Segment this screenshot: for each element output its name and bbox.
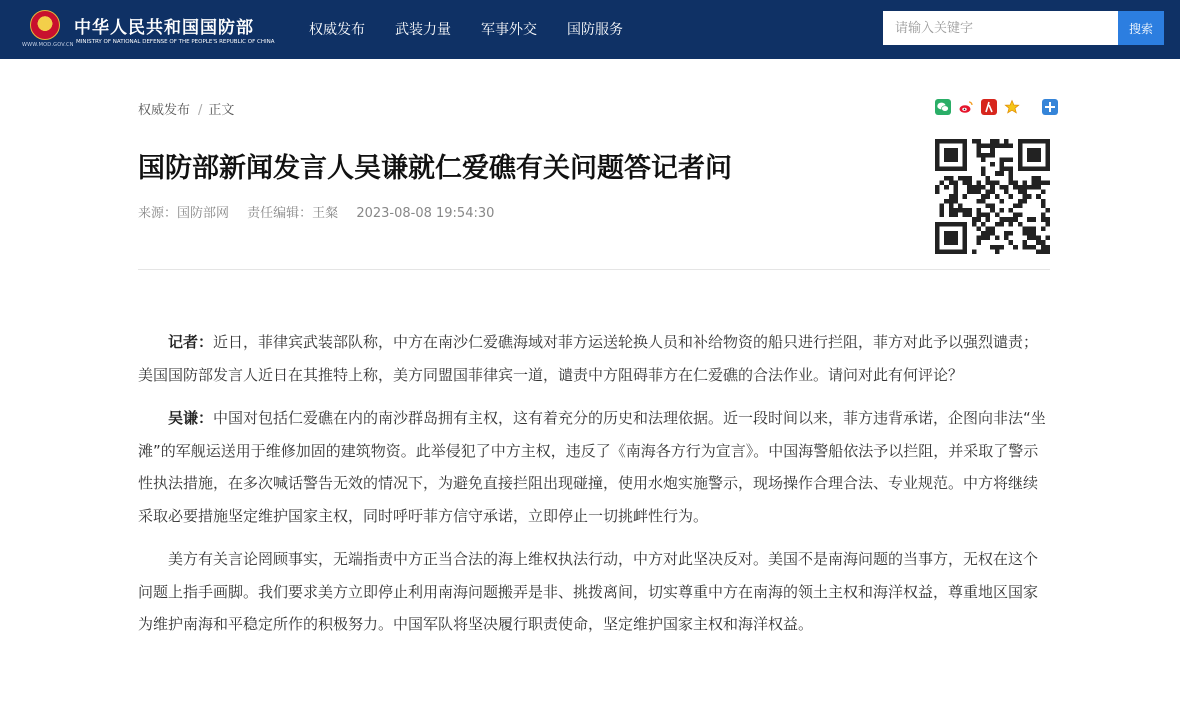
top-header [0,0,1180,59]
more-share-icon[interactable] [1042,99,1058,115]
article-source: 来源：国防部网 [138,206,230,221]
search-button[interactable]: 搜索 [1118,11,1164,45]
paragraph-text: 近日，菲律宾武装部队称，中方在南沙仁爱礁海域对菲方运送轮换人员和补给物资的船只进行拦阻，菲方对此予以强烈谴责；美国国防部发言人近日在其推特上称，美方同盟国菲律宾一道，谴责中方阻碍菲方在仁爱礁的合法作业。请问对此有何评论？ [138,333,1039,384]
weibo-icon[interactable] [958,99,974,115]
article-paragraph [138,402,1050,532]
nav-item-armed-forces[interactable]: 武装力量 [395,22,451,38]
national-emblem-icon [30,10,60,40]
speaker-label: 吴谦： [168,409,214,427]
breadcrumb-separator: / [198,103,203,118]
share-bar [935,99,1065,115]
article-editor: 责任编辑：王粲 [247,206,339,221]
title-divider [138,269,1050,270]
paragraph-text: 中国对包括仁爱礁在内的南沙群岛拥有主权，这有着充分的历史和法理依据。近一段时间以来，菲方违背承诺，企图向非法“坐滩”的军舰运送用于维修加固的建筑物资。此举侵犯了中方主权，违反了《南海各方行为宣言》。中国海警船依法予以拦阻，并采取了警示性执法措施，在多次喊话警告无效的情况下，为避免直接拦阻出现碰撞，使用水炮实施警示，现场操作合理合法、专业规范。中方将继续采取必要措施坚定维护国家主权，同时呼吁菲方信守承诺，立即停止一切挑衅性行为。 [138,409,1046,525]
nav-item-authoritative-release[interactable]: 权威发布 [309,22,365,38]
article-paragraph [138,543,1050,641]
breadcrumb-section-link[interactable]: 权威发布 [138,103,191,118]
search-input[interactable] [883,11,1118,45]
favorite-icon[interactable] [1004,99,1020,115]
breadcrumb-current: 正文 [208,103,235,118]
breadcrumb [138,99,234,118]
nav-item-military-diplomacy[interactable]: 军事外交 [481,22,537,38]
article-meta [138,202,508,221]
site-logo[interactable] [22,7,275,51]
logo-english-name: MINISTRY OF NATIONAL DEFENSE OF THE PEOPLE'S REPUBLIC OF CHINA [76,39,275,45]
main-nav [309,19,653,39]
wechat-icon[interactable] [935,99,951,115]
nav-item-defense-services[interactable]: 国防服务 [567,22,623,38]
article-paragraph [138,326,1050,391]
qr-code-icon [935,139,1050,254]
logo-chinese-name: 中华人民共和国国防部 [74,18,254,38]
renren-icon[interactable] [981,99,997,115]
article-title: 国防部新闻发言人吴谦就仁爱礁有关问题答记者问 [138,153,732,184]
paragraph-text: 美方有关言论罔顾事实，无端指责中方正当合法的海上维权执法行动，中方对此坚决反对。美国不是南海问题的当事方，无权在这个问题上指手画脚。我们要求美方立即停止利用南海问题搬弄是非、挑拨离间，切实尊重中方在南海的领土主权和海洋权益，尊重地区国家为维护南海和平稳定所作的积极努力。中国军队将坚决履行职责使命，坚定维护国家主权和海洋权益。 [138,550,1039,633]
article-timestamp: 2023-08-08 19:54:30 [356,206,495,221]
speaker-label: 记者： [168,333,214,351]
article-body [138,326,1050,652]
logo-url-text: WWW.MOD.GOV.CN [22,42,74,48]
